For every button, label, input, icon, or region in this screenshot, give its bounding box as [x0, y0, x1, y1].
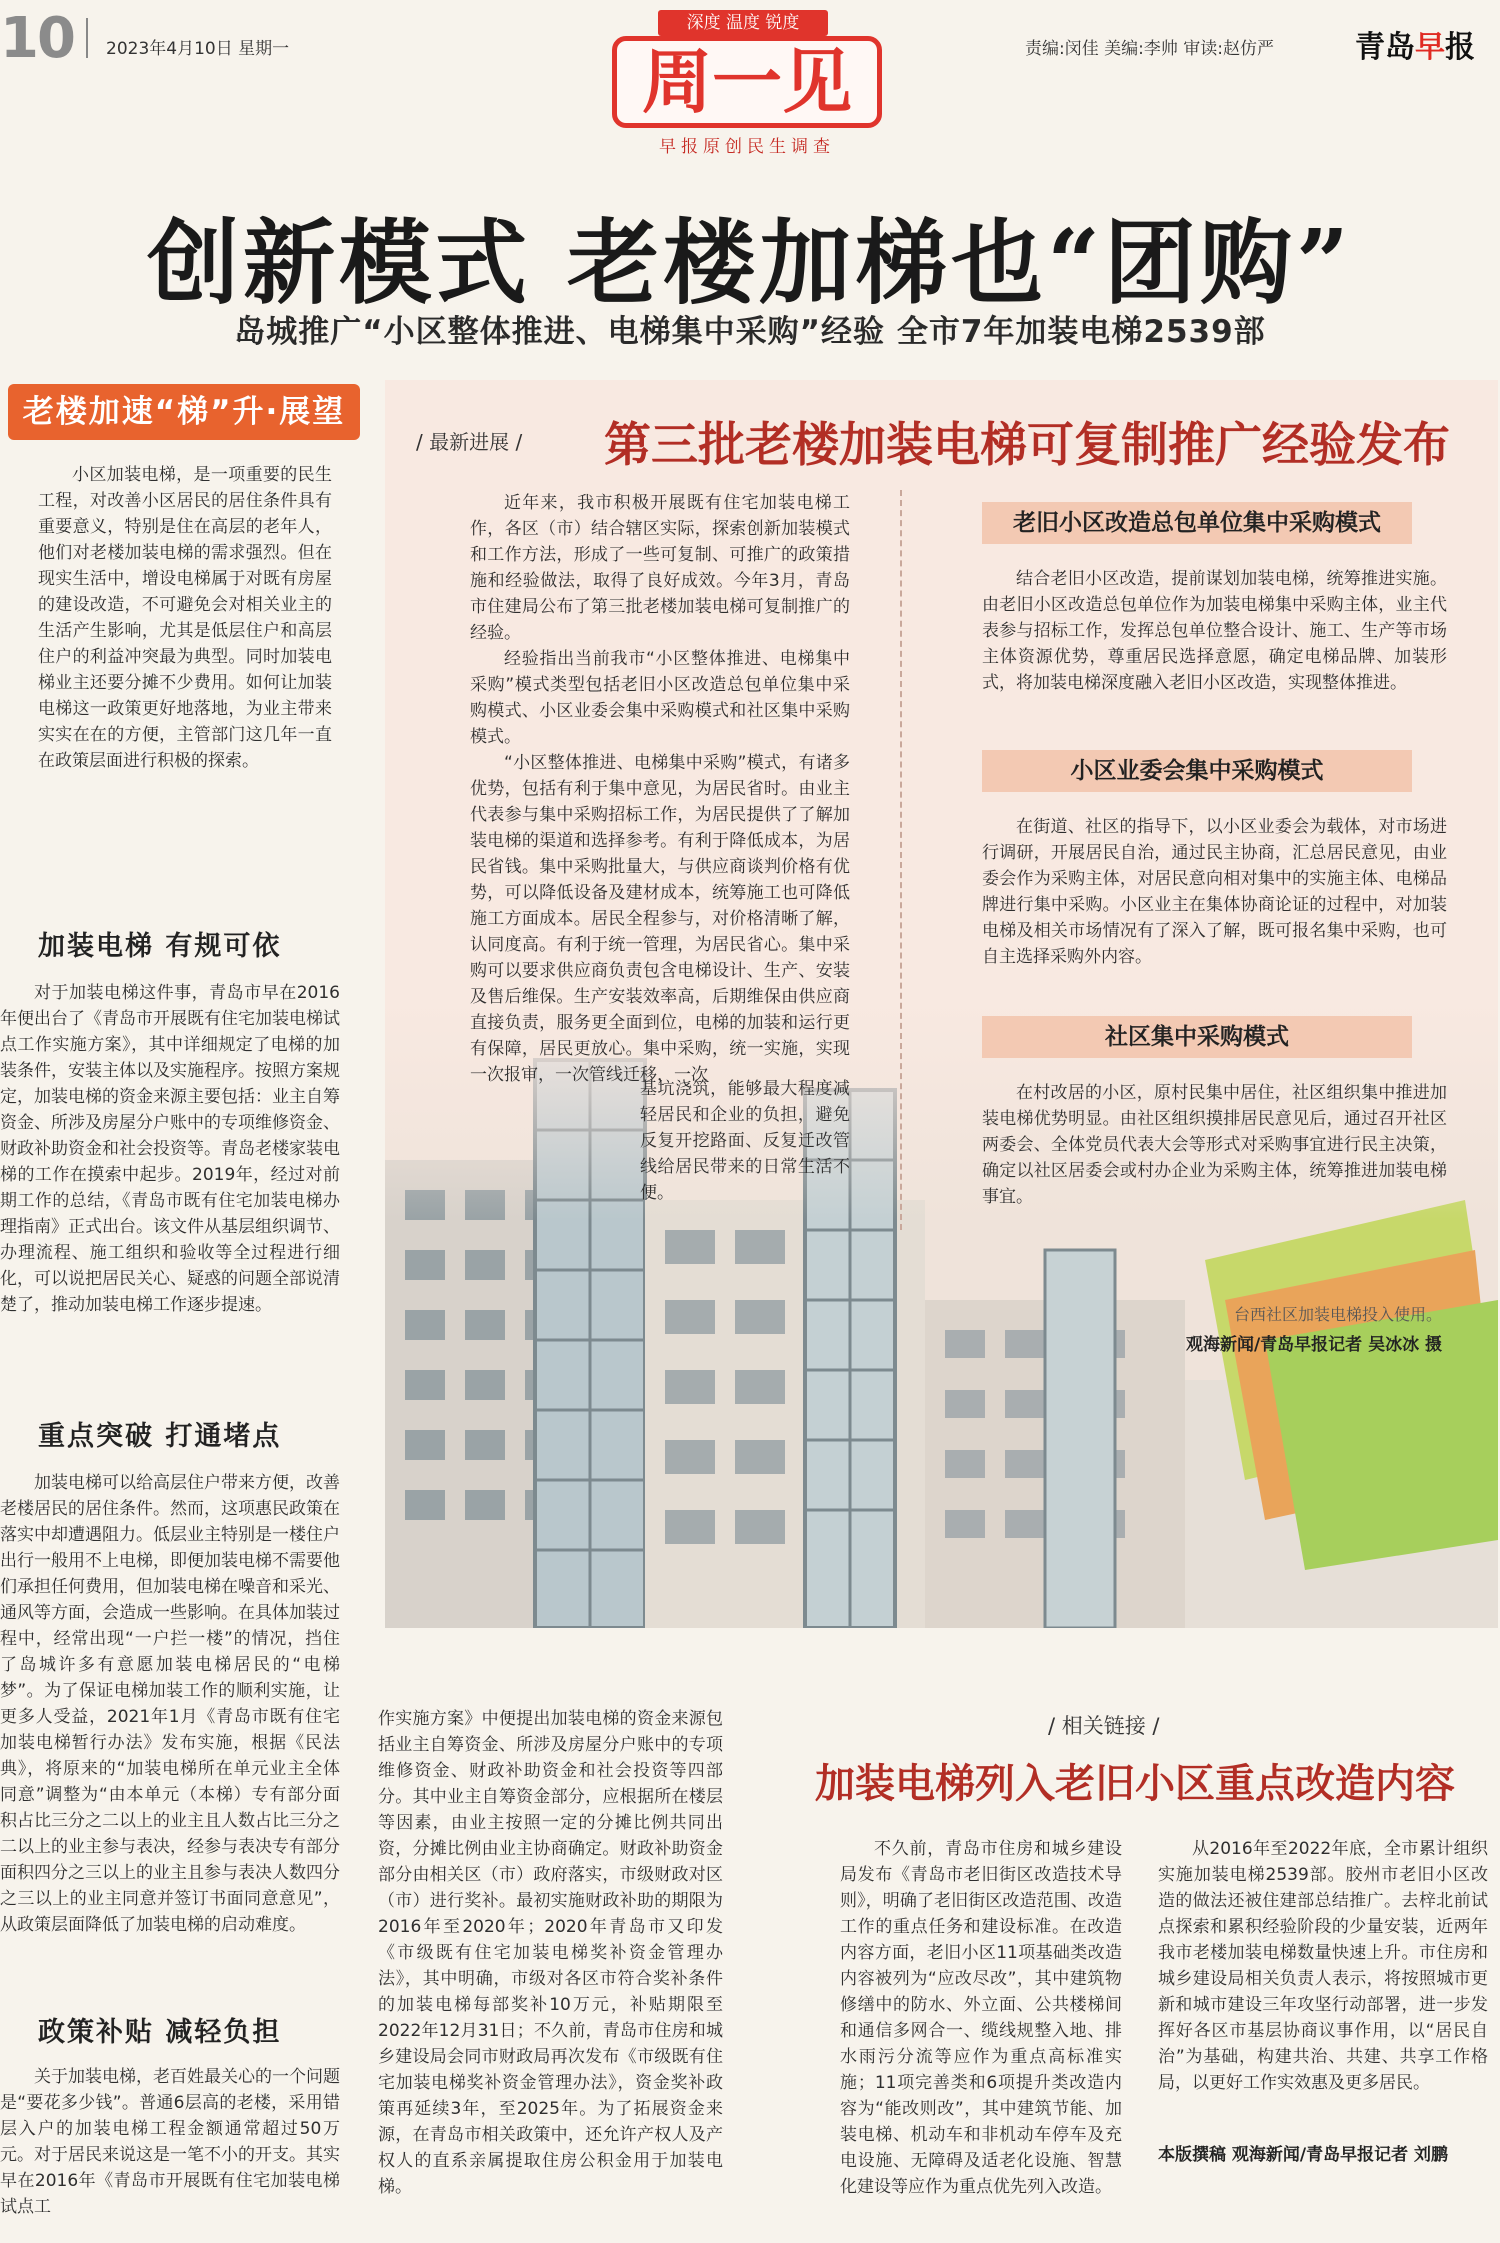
related-text-1: 不久前，青岛市住房和城乡建设局发布《青岛市老旧街区改造技术导则》，明确了老旧街区改造范围、改造工作的重点任务和建设标准。在改造内容方面，老旧小区11项基础类改造内容被列为“应改尽改”，其中建筑物修缮中的防水、外立面、公共楼梯间和通信多网合一、缆线规整入地、排水雨污分流等应作为重点高标准实施；11项完善类和6项提升类改造内容为“能改则改”，其中建筑节能、加装电梯、机动车和非机动车停车及充电设施、无障碍及适老化设施、智慧化建设等应作为重点优先列入改造。	[840, 1839, 1122, 2197]
sub-headline: 岛城推广“小区整体推进、电梯集中采购”经验 全市7年加装电梯2539部	[234, 314, 1266, 350]
photo-credit: 观海新闻/青岛早报记者 吴冰冰 摄	[1185, 1335, 1442, 1355]
header-divider	[86, 18, 88, 58]
brand-highlight: 早	[1415, 30, 1445, 65]
section-text-subsidy: 关于加装电梯，老百姓最关心的一个问题是“要花多少钱”。普通6层高的老楼，采用错层入户的加装电梯工程金额通常超过50万元。对于居民来说这是一笔不小的开支。其实早在2016年《青岛市开展既有住宅加装电梯试点工	[0, 2067, 340, 2217]
section-heading-rules: 加装电梯 有规可依	[38, 931, 282, 962]
feature-body	[470, 490, 850, 1088]
section-heading-subsidy: 政策补贴 减轻负担	[38, 2017, 282, 2048]
intro-paragraph: 小区加装电梯，是一项重要的民生工程，对改善小区居民的居住条件具有重要意义，特别是住在高层的老年人，他们对老楼加装电梯的需求强烈。但在现实生活中，增设电梯属于对既有房屋的建设改造，不可避免会对相关业主的生活产生影响，尤其是低层住户和高层住户的利益冲突最为典型。同时加装电梯业主还要分摊不少费用。如何让加装电梯这一政策更好地落地，为业主带来实实在在的方便，主管部门这几年一直在政策层面进行积极的探索。	[38, 465, 332, 771]
editor-credits: 责编:闵佳 美编:李帅 审读:赵仿严	[1025, 39, 1274, 59]
main-headline: 创新模式 老楼加梯也“团购”	[147, 209, 1353, 317]
mode-title-community: 社区集中采购模式	[982, 1016, 1412, 1058]
mode-title-owners-committee: 小区业委会集中采购模式	[982, 750, 1412, 792]
column-logo: 周一见	[612, 36, 882, 128]
mode-title-contractor: 老旧小区改造总包单位集中采购模式	[982, 502, 1412, 544]
section-text-rules: 对于加装电梯这件事，青岛市早在2016年便出台了《青岛市开展既有住宅加装电梯试点工作实施方案》，其中详细规定了电梯的加装条件，安装主体以及实施程序。按照方案规定，加装电梯的资金来源主要包括：业主自筹资金、所涉及房屋分户账中的专项维修资金、财政补助资金和社会投资等。青岛老楼家装电梯的工作在摸索中起步。2019年，经过对前期工作的总结，《青岛市既有住宅加装电梯办理指南》正式出台。该文件从基层组织调节、办理流程、施工组织和验收等全过程进行细化，可以说把居民关心、疑惑的问题全部说清楚了，推动加装电梯工作逐步提速。	[0, 983, 340, 1315]
mode-text-owners-committee: 在街道、社区的指导下，以小区业委会为载体，对市场进行调研，开展居民自治，通过民主协商，汇总居民意见，由业委会作为采购主体，对居民意向相对集中的实施主体、电梯品牌进行集中采购。小区业主在集体协商论证的过程中，对加装电梯及相关市场情况有了深入了解，既可报名集中采购，也可自主选择采购外内容。	[982, 817, 1447, 967]
column-tagline: 深度 温度 锐度	[658, 10, 828, 36]
issue-date: 2023年4月10日 星期一	[106, 39, 290, 59]
section-text-breakthrough: 加装电梯可以给高层住户带来方便，改善老楼居民的居住条件。然而，这项惠民政策在落实中却遭遇阻力。低层业主特别是一楼住户出行一般用不上电梯，即便加装电梯不需要他们承担任何费用，但加装电梯在噪音和采光、通风等方面，会造成一些影响。在具体加装过程中，经常出现“一户拦一楼”的情况，挡住了岛城许多有意愿加装电梯居民的“电梯梦”。为了保证电梯加装工作的顺利实施，让更多人受益，2021年1月《青岛市既有住宅加装电梯暂行办法》发布实施，根据《民法典》，将原来的“加装电梯所在单元业主全体同意”调整为“由本单元（本梯）专有部分面积占比三分之二以上的业主且人数占比三分之二以上的业主参与表决，经参与表决专有部分面积四分之三以上的业主且参与表决人数四分之三以上的业主同意并签订书面同意意见”，从政策层面降低了加装电梯的启动难度。	[0, 1473, 340, 1935]
newspaper-brand	[1355, 22, 1475, 66]
mode-text-community: 在村改居的小区，原村民集中居住，社区组织集中推进加装电梯优势明显。由社区组织摸排居民意见后，通过召开社区两委会、全体党员代表大会等形式对采购事宜进行民主决策，确定以社区居委会或村办企业为采购主体，统筹推进加装电梯事宜。	[982, 1083, 1447, 1207]
brand-prefix: 青岛	[1355, 30, 1415, 65]
column-divider	[900, 490, 902, 1230]
page-number: 10	[0, 6, 74, 71]
feature-paragraph-tail: 基坑浇筑，能够最大程度减轻居民和企业的负担，避免反复开挖路面、反复迁改管线给居民带来的日常生活不便。	[640, 1079, 850, 1203]
feature-paragraph: 经验指出当前我市“小区整体推进、电梯集中采购”模式类型包括老旧小区改造总包单位集中采购模式、小区业委会集中采购模式和社区集中采购模式。	[470, 649, 850, 747]
byline: 本版撰稿 观海新闻/青岛早报记者 刘鹏	[1158, 2145, 1449, 2165]
brand-suffix: 报	[1445, 30, 1475, 65]
section-text-continued: 作实施方案》中便提出加装电梯的资金来源包括业主自筹资金、所涉及房屋分户账中的专项维修资金、财政补助资金和社会投资等四部分。其中业主自筹资金部分，应根据所在楼层等因素，由业主按照一定的分摊比例共同出资，分摊比例由业主协商确定。财政补助资金部分由相关区（市）政府落实，市级财政对区（市）进行奖补。最初实施财政补助的期限为2016年至2020年；2020年青岛市又印发《市级既有住宅加装电梯奖补资金管理办法》，其中明确，市级对各区市符合奖补条件的加装电梯每部奖补10万元，补贴期限至2022年12月31日；不久前，青岛市住房和城乡建设局会同市财政局再次发布《市级既有住宅加装电梯奖补资金管理办法》，资金奖补政策再延续3年，至2025年。为了拓展资金来源，在青岛市相关政策中，还允许产权人及产权人的直系亲属提取住房公积金用于加装电梯。	[378, 1709, 723, 2197]
related-text-2: 从2016年至2022年底，全市累计组织实施加装电梯2539部。胶州市老旧小区改造的做法还被住建部总结推广。去梓北前试点探索和累积经验阶段的少量安装，近两年我市老楼加装电梯数量快速上升。市住房和城乡建设局相关负责人表示，将按照城市更新和城市建设三年攻坚行动部署，进一步发挥好各区市基层协商议事作用，以“居民自治”为基础，构建共治、共建、共享工作格局，以更好工作实效惠及更多居民。	[1158, 1839, 1488, 2093]
feature-paragraph: 近年来，我市积极开展既有住宅加装电梯工作，各区（市）结合辖区实际，探索创新加装模式和工作方法，形成了一些可复制、可推广的政策措施和经验做法，取得了良好成效。今年3月，青岛市住建局公布了第三批老楼加装电梯可复制推广的经验。	[470, 493, 850, 643]
column-subtitle: 早报原创民生调查	[659, 137, 835, 157]
feature-kicker: / 最新进展 /	[416, 430, 523, 454]
section-tag: 老楼加速“梯”升·展望	[8, 384, 360, 440]
related-title: 加装电梯列入老旧小区重点改造内容	[815, 1760, 1455, 1807]
section-heading-breakthrough: 重点突破 打通堵点	[38, 1421, 282, 1452]
related-kicker: / 相关链接 /	[1048, 1714, 1160, 1738]
photo-caption: 台西社区加装电梯投入使用。	[1233, 1305, 1442, 1324]
feature-paragraph: “小区整体推进、电梯集中采购”模式，有诸多优势，包括有利于集中意见，为居民省时。由业主代表参与集中采购招标工作，为居民提供了了解加装电梯的渠道和选择参考。有利于降低成本，为居民省钱。集中采购批量大，与供应商谈判价格有优势，可以降低设备及建材成本，统筹施工也可降低施工方面成本。居民全程参与，对价格清晰了解，认同度高。有利于统一管理，为居民省心。集中采购可以要求供应商负责包含电梯设计、生产、安装及售后维保。生产安装效率高，后期维保由供应商直接负责，服务更全面到位，电梯的加装和运行更有保障，居民更放心。集中采购，统一实施，实现一次报审，一次管线迁移，一次	[470, 753, 850, 1085]
mode-text-contractor: 结合老旧小区改造，提前谋划加装电梯，统筹推进实施。由老旧小区改造总包单位作为加装电梯集中采购主体，业主代表参与招标工作，发挥总包单位整合设计、施工、生产等市场主体资源优势，尊重居民选择意愿，确定电梯品牌、加装形式，将加装电梯深度融入老旧小区改造，实现整体推进。	[982, 569, 1447, 693]
feature-title: 第三批老楼加装电梯可复制推广经验发布	[604, 418, 1450, 473]
